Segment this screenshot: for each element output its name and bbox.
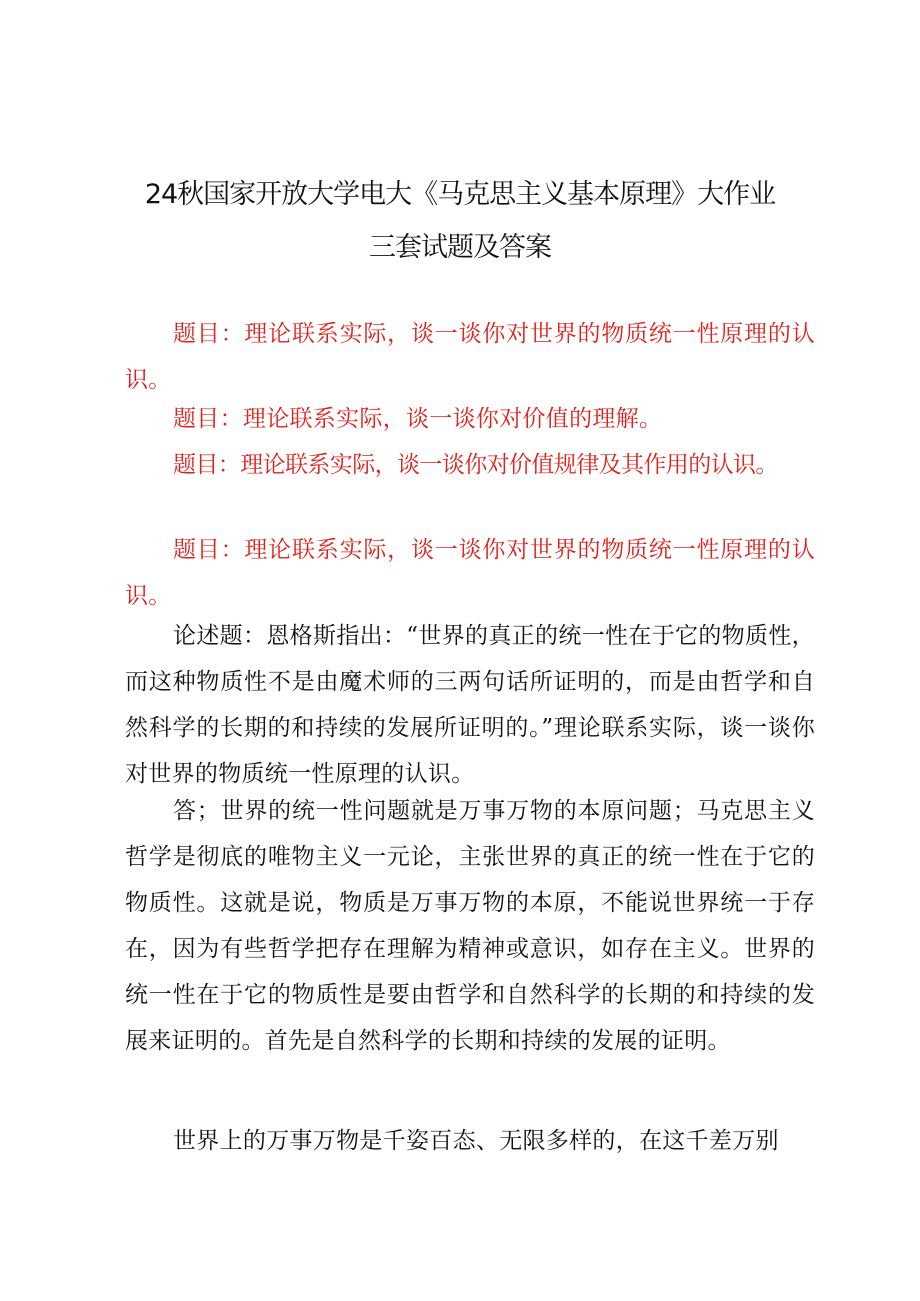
question-2: 题目：理论联系实际，谈一谈你对价值的理解。: [173, 406, 663, 432]
continuation-paragraph: 世界上的万事万物是千姿百态、无限多样的，在这千差万别: [173, 1128, 779, 1154]
document-title-line-1: 24秋国家开放大学电大《马克思主义基本原理》大作业: [144, 179, 776, 210]
question-1: 题目：理论联系实际，谈一谈你对世界的物质统一性原理的认识。: [125, 321, 815, 393]
essay-prompt: 论述题：恩格斯指出：“世界的真正的统一性在于它的物质性，而这种物质性不是由魔术师的三两句话所证明的，而是由哲学和自然科学的长期的和持续的发展所证明的。”理论联系实际，谈一谈你对世界的物质统一性原理的认识。: [125, 623, 815, 787]
answer-paragraph: 答；世界的统一性问题就是万事万物的本原问题；马克思主义哲学是彻底的唯物主义一元论，主张世界的真正的统一性在于它的物质性。这就是说，物质是万事万物的本原，不能说世界统一于存在，因为有些哲学把存在理解为精神或意识，如存在主义。世界的统一性在于它的物质性是要由哲学和自然科学的长期的和持续的发展来证明的。首先是自然科学的长期和持续的发展的证明。: [125, 798, 815, 1054]
section-heading: 题目：理论联系实际，谈一谈你对世界的物质统一性原理的认识。: [125, 537, 815, 609]
question-3: 题目：理论联系实际，谈一谈你对价值规律及其作用的认识。: [173, 452, 778, 478]
document-title-line-2: 三套试题及答案: [369, 232, 551, 263]
